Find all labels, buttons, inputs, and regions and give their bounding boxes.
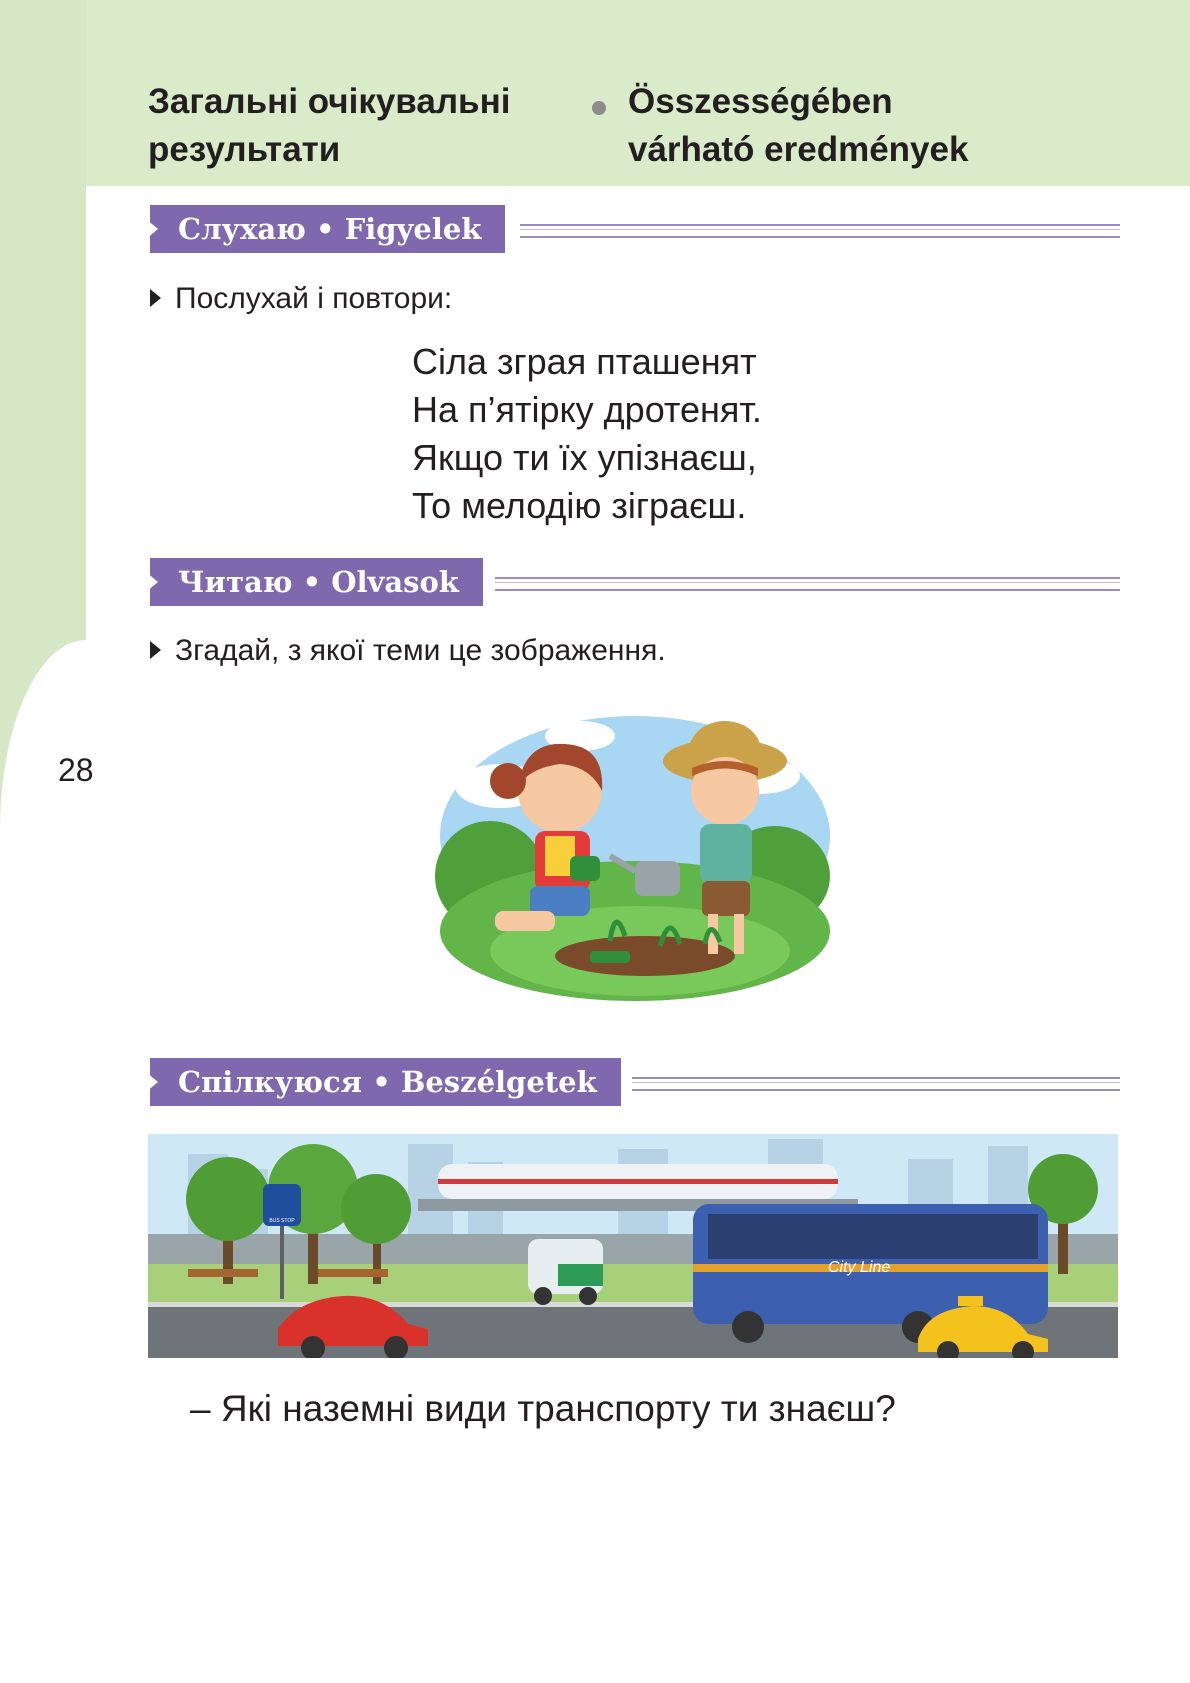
- chevron-right-icon: [146, 219, 158, 239]
- gardening-kids-illustration: [430, 706, 840, 1011]
- chevron-right-icon: [146, 1072, 158, 1092]
- section-rule-read: [495, 577, 1120, 591]
- section-header-listen: [150, 205, 1120, 255]
- section-rule-listen: [520, 224, 1120, 238]
- section-label-listen: [150, 205, 505, 253]
- section-rule-talk: [632, 1077, 1120, 1091]
- poem-line: То мелодію зіграєш.: [412, 485, 747, 526]
- section-header-read: [150, 558, 1120, 608]
- poem-line: На п’ятірку дротенят.: [412, 389, 762, 430]
- section-header-talk: [150, 1058, 1120, 1108]
- instruction-listen-text: Послухай і повтори:: [175, 282, 453, 315]
- section-label-talk-text: Спілкуюся • Beszélgetek: [178, 1065, 597, 1099]
- instruction-listen: [150, 282, 452, 316]
- instruction-read-text: Згадай, з якої теми це зображення.: [175, 634, 666, 667]
- page-number: 28: [58, 752, 94, 788]
- chevron-right-icon: [146, 572, 158, 592]
- title-ua-line-1: Загальні очікувальні: [148, 82, 511, 121]
- title-ua-line-2: результати: [148, 130, 341, 169]
- title-separator-dot: [592, 101, 606, 115]
- section-label-listen-text: Слухаю • Figyelek: [178, 212, 482, 246]
- bullet-triangle-icon: [150, 641, 161, 659]
- poem: [412, 338, 762, 530]
- instruction-read: [150, 634, 666, 668]
- bullet-triangle-icon: [150, 289, 161, 307]
- title-hu-line-1: Összességében: [628, 82, 893, 121]
- section-label-read-text: Читаю • Olvasok: [178, 565, 459, 599]
- page-title-ukrainian: [148, 78, 510, 174]
- bus-stop-sign-text: BUS STOP: [269, 1218, 295, 1224]
- page-title-hungarian: [628, 78, 968, 174]
- discussion-question: – Які наземні види транспорту ти знаєш?: [190, 1388, 896, 1429]
- poem-line: Сіла зграя пташенят: [412, 341, 757, 382]
- title-hu-line-2: várható eredmények: [628, 130, 969, 169]
- section-label-read: [150, 558, 483, 606]
- section-label-talk: [150, 1058, 621, 1106]
- city-transport-illustration: [148, 1134, 1118, 1358]
- poem-line: Якщо ти їх упізнаєш,: [412, 437, 757, 478]
- bus-side-text: City Line: [828, 1259, 891, 1276]
